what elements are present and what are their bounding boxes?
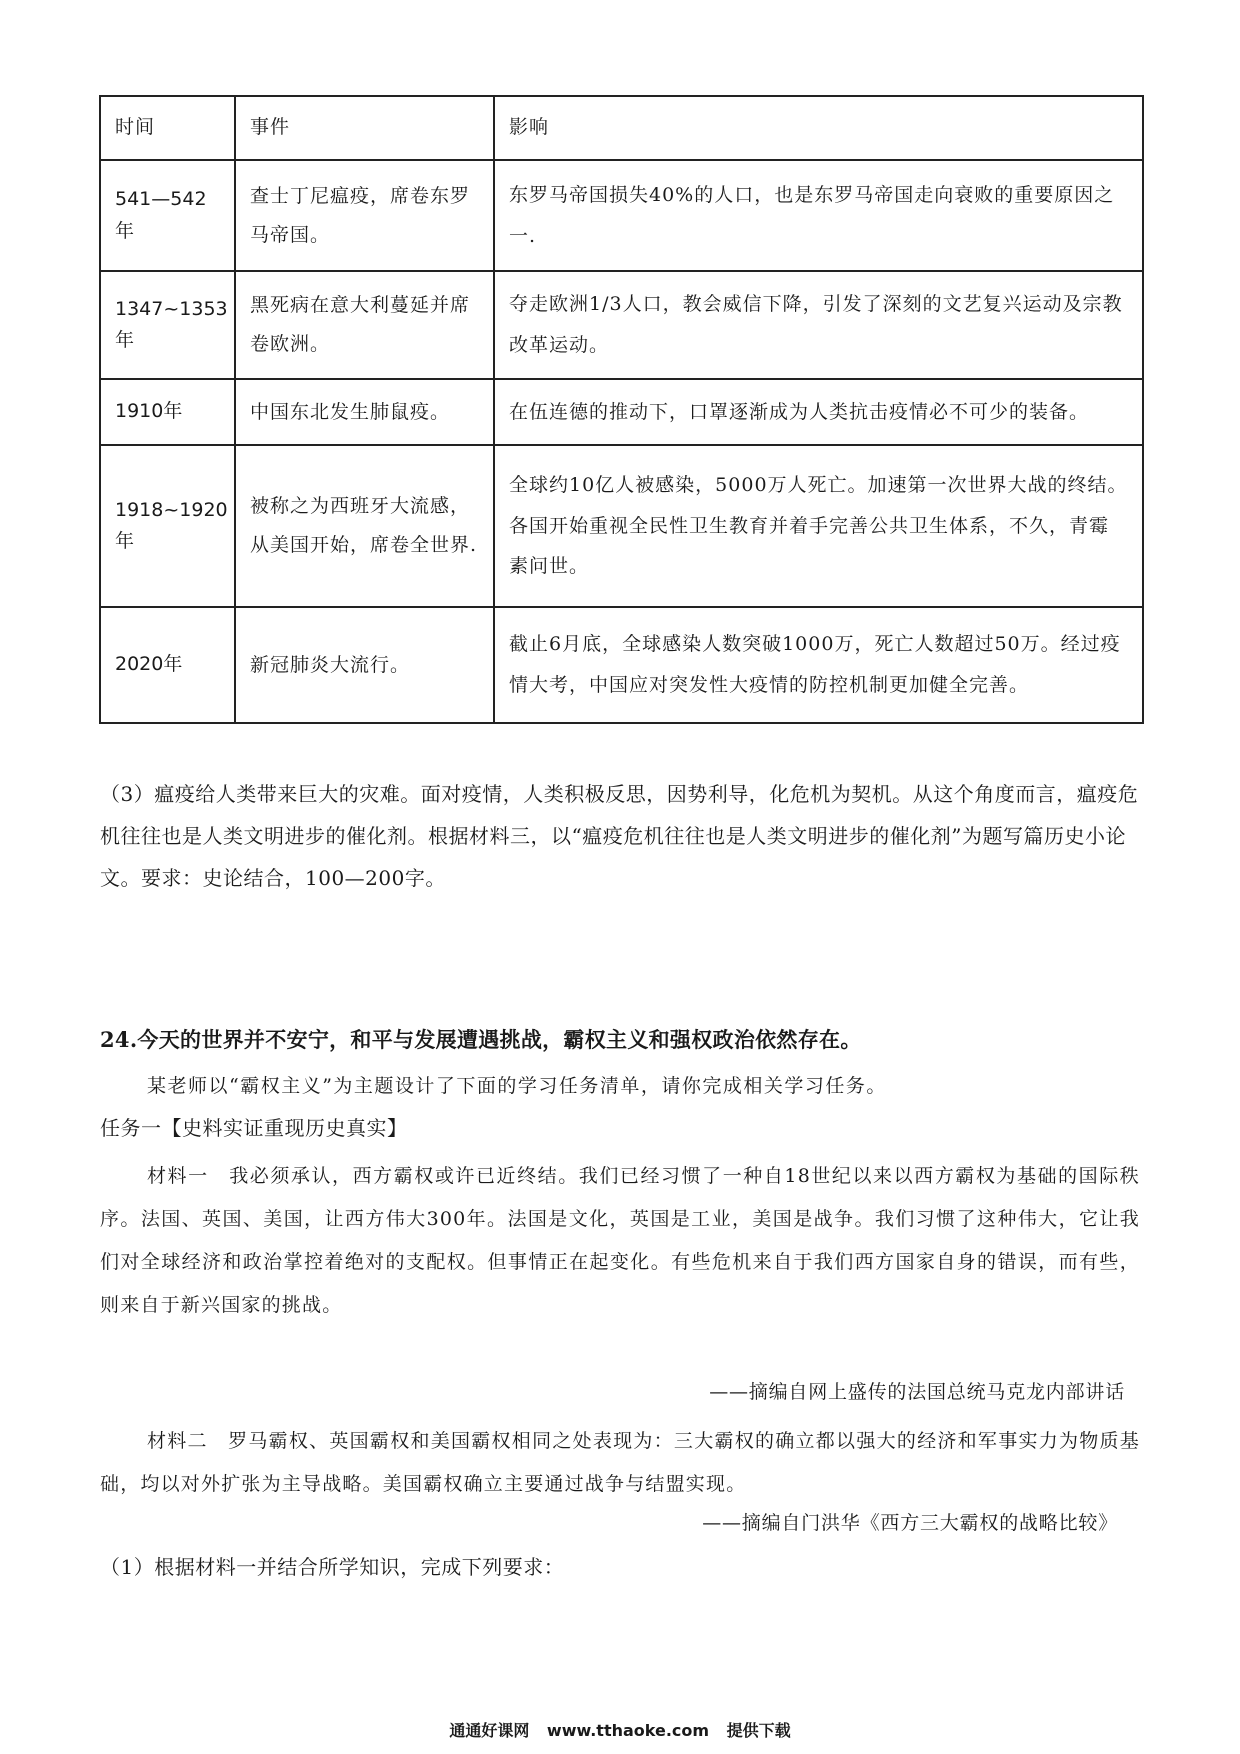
table-row <box>100 160 1143 271</box>
material-1-source: ——摘编自网上盛传的法国总统马克龙内部讲话 <box>709 1381 1125 1403</box>
table-row <box>100 379 1143 445</box>
row-event: 黑死病在意大利蔓延并席卷欧洲。 <box>235 271 494 379</box>
material-2: 材料二 罗马霸权、英国霸权和美国霸权相同之处表现为：三大霸权的确立都以强大的经济和军事实力为物质基础，均以对外扩张为主导战略。美国霸权确立主要通过战争与结盟实现。 <box>100 1430 1140 1495</box>
row-impact: 在伍连德的推动下，口罩逐渐成为人类抗击疫情必不可少的装备。 <box>494 379 1143 445</box>
row-time: 541—542年 <box>100 160 235 271</box>
material-2-source: ——摘编自门洪华《西方三大霸权的战略比较》 <box>702 1512 1118 1534</box>
row-event: 被称之为西班牙大流感，从美国开始，席卷全世界. <box>235 445 494 607</box>
row-time: 1910年 <box>100 379 235 445</box>
question-3: （3）瘟疫给人类带来巨大的灾难。面对疫情，人类积极反思，因势利导，化危机为契机。从这个角度而言，瘟疫危机往往也是人类文明进步的催化剂。根据材料三，以“瘟疫危机往往也是人类文明进步的催化剂”为题写篇历史小论文。要求：史论结合，100—200字。 <box>100 782 1139 890</box>
row-event: 新冠肺炎大流行。 <box>235 607 494 723</box>
footer-note: 提供下载 <box>726 1721 791 1740</box>
pandemic-table <box>99 95 1144 724</box>
footer-url[interactable]: www.tthaoke.com <box>546 1721 710 1740</box>
table-row <box>100 445 1143 607</box>
header-time: 时间 <box>100 96 235 160</box>
row-time: 1347~1353年 <box>100 271 235 379</box>
task-1-title: 任务一【史料实证重现历史真实】 <box>100 1116 408 1140</box>
row-impact: 全球约10亿人被感染，5000万人死亡。加速第一次世界大战的终结。各国开始重视全民性卫生教育并着手完善公共卫生体系，不久，青霉素问世。 <box>494 445 1143 607</box>
row-impact: 截止6月底，全球感染人数突破1000万，死亡人数超过50万。经过疫情大考，中国应对突发性大疫情的防控机制更加健全完善。 <box>494 607 1143 723</box>
question-24-heading: 24.今天的世界并不安宁，和平与发展遭遇挑战，霸权主义和强权政治依然存在。 <box>100 1027 862 1052</box>
material-1: 材料一 我必须承认，西方霸权或许已近终结。我们已经习惯了一种自18世纪以来以西方霸权为基础的国际秩序。法国、英国、美国，让西方伟大300年。法国是文化，英国是工业，美国是战争。我们习惯了这种伟大，它让我们对全球经济和政治掌控着绝对的支配权。但事情正在起变化。有些危机来自于我们西方国家自身的错误，而有些，则来自于新兴国家的挑战。 <box>100 1165 1140 1316</box>
sub-question-1: （1）根据材料一并结合所学知识，完成下列要求： <box>100 1555 565 1579</box>
row-event: 中国东北发生肺鼠疫。 <box>235 379 494 445</box>
header-impact: 影响 <box>494 96 1143 160</box>
row-time: 1918~1920年 <box>100 445 235 607</box>
table-row <box>100 607 1143 723</box>
task-intro: 某老师以“霸权主义”为主题设计了下面的学习任务清单，请你完成相关学习任务。 <box>147 1075 887 1097</box>
table-row <box>100 271 1143 379</box>
footer-site: 通通好课网 <box>449 1721 530 1740</box>
row-event: 查士丁尼瘟疫，席卷东罗马帝国。 <box>235 160 494 271</box>
row-impact: 东罗马帝国损失40%的人口，也是东罗马帝国走向衰败的重要原因之一. <box>494 160 1143 271</box>
table-header-row <box>100 96 1143 160</box>
page-footer <box>0 1718 1240 1741</box>
header-event: 事件 <box>235 96 494 160</box>
row-impact: 夺走欧洲1/3人口，教会威信下降，引发了深刻的文艺复兴运动及宗教改革运动。 <box>494 271 1143 379</box>
row-time: 2020年 <box>100 607 235 723</box>
